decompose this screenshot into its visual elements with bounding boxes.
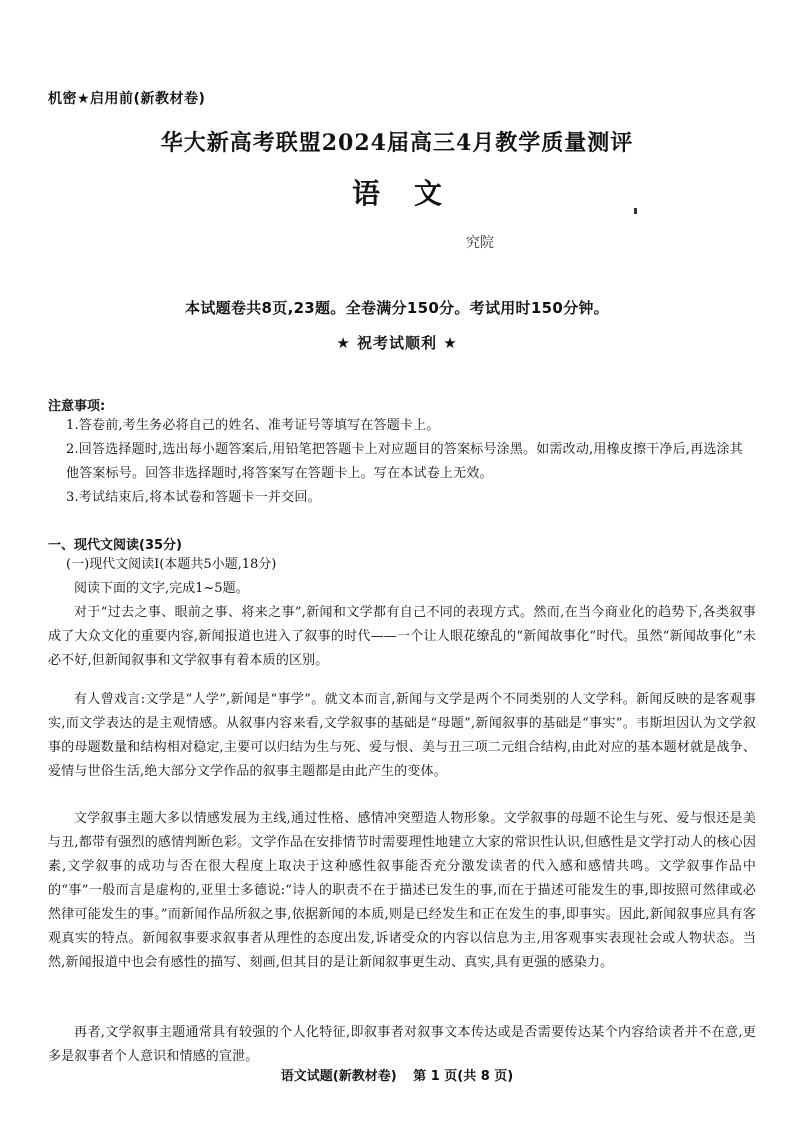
section-title: 一、现代文阅读(35分) (48, 538, 182, 553)
passage-paragraph: 有人曾戏言:文学是“人学”,新闻是“事学”。就文本而言,新闻与文学是两个不同类别的人文学科。新闻反映的是客观事实,而文学表达的是主观情感。从叙事内容来看,文学叙事的基础是“母题”,新闻叙事的基础是“事实”。韦斯坦因认为文学叙事的母题数量和结构相对稳定,主要可以归结为生与死、爱与恨、美与丑三项二元组合结构,由此对应的基本题材就是战争、爱情与世俗生活,绝大部分文学作品的叙事主题都是由此产生的变体。 (48, 692, 756, 779)
exam-info: 本试题卷共8页,23题。全卷满分150分。考试用时150分钟。 (185, 299, 609, 317)
subject-title: 语文 (351, 177, 476, 210)
confidential-tag: 机密★启用前(新教材卷) (48, 91, 206, 107)
organizer-fragment: 究院 (466, 235, 494, 251)
reading-instruction: 阅读下面的文字,完成1~5题。 (74, 581, 249, 596)
footer-paper-name: 语文试题(新教材卷) (280, 1069, 397, 1084)
note-item: 1.答卷前,考生务必将自己的姓名、准考证号等填写在答题卡上。 (66, 418, 440, 433)
note-item: 2.回答选择题时,选出每小题答案后,用铅笔把答题卡上对应题目的答案标号涂黑。如需改动,用橡皮擦干净后,再选涂其他答案标号。回答非选择题时,将答案写在答题卡上。写在本试卷上无效。 (66, 442, 743, 481)
passage-paragraph: 对于“过去之事、眼前之事、将来之事”,新闻和文学都有自己不同的表现方式。然而,在当今商业化的趋势下,各类叙事成了大众文化的重要内容,新闻报道也进入了叙事的时代——一个让人眼花缭乱的“新闻故事化”时代。虽然“新闻故事化”未必不好,但新闻叙事和文学叙事有着本质的区别。 (48, 605, 756, 668)
page-footer (0, 1065, 794, 1084)
good-luck-line: ★ 祝考试顺利 ★ (336, 334, 458, 352)
passage-paragraph: 再者,文学叙事主题通常具有较强的个人化特征,即叙事者对叙事文本传达或是否需要传达某个内容给读者并不在意,更多是叙事者个人意识和情感的宣泄。 (48, 1025, 756, 1064)
notes-title: 注意事项: (48, 399, 106, 414)
scan-mark (634, 208, 637, 214)
exam-title: 华大新高考联盟2024届高三4月教学质量测评 (160, 130, 634, 156)
passage-paragraph: 文学叙事主题大多以情感发展为主线,通过性格、感情冲突塑造人物形象。文学叙事的母题不论生与死、爱与恨还是美与丑,都带有强烈的感情判断色彩。文学作品在安排情节时需要理性地建立大家的常识性认识,但感性是文学打动人的核心因素,文学叙事的成功与否在很大程度上取决于这种感性叙事能否充分激发读者的代入感和感情共鸣。文学叙事作品中的“事”一般而言是虚构的,亚里士多德说:“诗人的职责不在于描述已发生的事,而在于描述可能发生的事,即按照可然律或必然律可能发生的事。”而新闻作品所叙之事,依据新闻的本质,则是已经发生和正在发生的事,即事实。因此,新闻叙事应具有客观真实的特点。新闻叙事要求叙事者从理性的态度出发,诉诸受众的内容以信息为主,用客观事实表现社会或人物状态。当然,新闻报道中也会有感性的描写、刻画,但其目的是让新闻叙事更生动、真实,具有更强的感染力。 (48, 811, 756, 970)
subsection-title: (一)现代文阅读Ⅰ(本题共5小题,18分) (66, 557, 277, 572)
footer-page-number: 第 1 页(共 8 页) (413, 1069, 514, 1084)
note-item: 3.考试结束后,将本试卷和答题卡一并交回。 (66, 490, 321, 505)
